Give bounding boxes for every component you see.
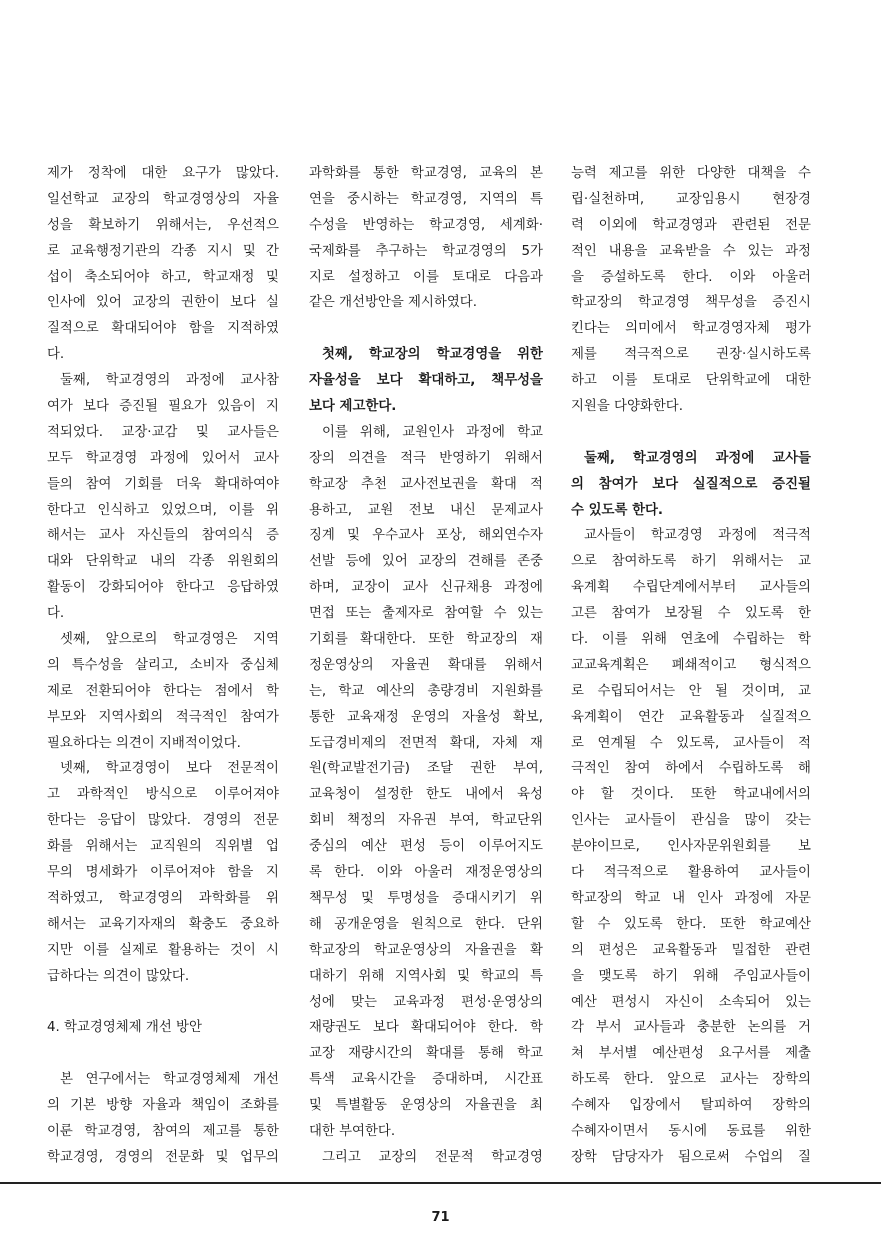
text-line: 통한 교육재정 운영의 자율성 확보, — [309, 709, 543, 725]
text-line: 각 부서 교사들과 충분한 논의를 거 — [571, 1020, 811, 1036]
text-line: 용하고, 교원 전보 내신 문제교사 — [309, 502, 543, 518]
text-line: 기회를 확대한다. 또한 학교장의 재 — [309, 632, 543, 648]
text-line: 교육청이 설정한 한도 내에서 육성 — [309, 787, 543, 803]
text-line: 교교육계획은 폐쇄적이고 형식적으 — [571, 657, 811, 673]
text-line: 자율성을 보다 확대하고, 책무성을 — [309, 373, 543, 389]
text-line: 야 할 것이다. 또한 학교내에서의 — [571, 787, 811, 803]
text-line: 로 교육행정기관의 각종 지시 및 간 — [47, 243, 279, 259]
text-line: 립·실천하며, 교장임용시 현장경 — [571, 191, 811, 207]
text-line: 장학 담당자가 됨으로써 수업의 질 — [571, 1149, 811, 1165]
text-line: 적인 내용을 교육받을 수 있는 과정 — [571, 243, 811, 259]
text-line: 력 이외에 학교경영과 관련된 전문 — [571, 217, 811, 233]
text-line: 을 맺도록 하기 위해 주임교사들이 — [571, 968, 811, 984]
text-line: 한다는 응답이 많았다. 경영의 전문 — [47, 813, 279, 829]
text-line: 하고 이를 토대로 단위학교에 대한 — [571, 373, 811, 389]
text-line: 면접 또는 출제자로 참여할 수 있는 — [309, 606, 543, 622]
text-line: 징계 및 우수교사 포상, 해외연수자 — [309, 528, 543, 544]
text-line: 첫째, 학교장의 학교경영을 위한 — [322, 347, 543, 363]
page-number: 71 — [431, 1210, 450, 1225]
text-line: 수혜자 입장에서 탈피하여 장학의 — [571, 1098, 811, 1114]
text-line: 필요하다는 의견이 지배적이었다. — [47, 735, 241, 751]
text-line: 수혜자이면서 동시에 동료를 위한 — [571, 1123, 811, 1139]
text-line: 국제화를 추구하는 학교경영의 5가 — [309, 243, 543, 259]
text-line: 책무성 및 투명성을 증대시키기 위 — [309, 890, 543, 906]
text-line: 의 참여가 보다 실질적으로 증진될 — [571, 476, 811, 492]
text-line: 들의 참여 기회를 더욱 확대하여야 — [47, 476, 279, 492]
text-line: 여가 보다 증진될 필요가 있음이 지 — [47, 399, 279, 415]
text-column-2 — [309, 161, 543, 1171]
text-line: 셋째, 앞으로의 학교경영은 지역 — [60, 632, 279, 648]
footer-rule — [0, 1182, 881, 1184]
text-line: 회비 책정의 자유권 부여, 학교단위 — [309, 813, 543, 829]
text-line: 다. 이를 위해 연초에 수립하는 학 — [571, 632, 811, 648]
text-line: 으로 참여하도록 하기 위해서는 교 — [571, 554, 811, 570]
text-line: 도급경비제의 전면적 확대, 자체 재 — [309, 735, 543, 751]
text-line: 할 수 있도록 한다. 또한 학교예산 — [571, 916, 811, 932]
text-line: 능력 제고를 위한 다양한 대책을 수 — [571, 166, 811, 181]
text-line: 재량권도 보다 확대되어야 한다. 학 — [309, 1020, 543, 1036]
text-line: 특색 교육시간을 증대하며, 시간표 — [309, 1072, 543, 1088]
text-line: 적하였고, 학교경영의 과학화를 위 — [47, 890, 279, 906]
text-line: 제가 정착에 대한 요구가 많았다. — [47, 166, 279, 181]
text-line: 정운영상의 자율권 확대를 위해서 — [309, 657, 543, 673]
text-line: 적되었다. 교장·교감 및 교사들은 — [47, 424, 279, 440]
text-line: 화를 위해서는 교직원의 직위별 업 — [47, 839, 279, 855]
text-line: 본 연구에서는 학교경영체제 개선 — [60, 1072, 279, 1088]
text-line: 하도록 한다. 앞으로 교사는 장학의 — [571, 1072, 811, 1088]
text-line: 학교장 추천 교사전보권을 확대 적 — [309, 476, 543, 492]
text-line: 교장 재량시간의 확대를 통해 학교 — [309, 1046, 543, 1062]
text-line: 보다 제고한다. — [309, 399, 397, 415]
text-line: 킨다는 의미에서 학교경영자체 평가 — [571, 321, 811, 337]
text-line: 활동이 강화되어야 한다고 응답하였 — [47, 580, 279, 596]
text-line: 연을 중시하는 학교경영, 지역의 특 — [309, 191, 543, 207]
text-line: 질적으로 확대되어야 함을 지적하였 — [47, 321, 279, 337]
text-line: 부모와 지역사회의 적극적인 참여가 — [47, 709, 279, 725]
text-line: 이룬 학교경영, 참여의 제고를 통한 — [47, 1123, 279, 1139]
text-line: 선발 등에 있어 교장의 견해를 존중 — [309, 554, 543, 570]
text-line: 원(학교발전기금) 조달 권한 부여, — [309, 761, 543, 777]
text-line: 하며, 교장이 교사 신규채용 과정에 — [309, 580, 543, 596]
text-line: 극적인 참여 하에서 수립하도록 해 — [571, 761, 811, 777]
blank-line — [309, 316, 543, 342]
text-line: 그리고 교장의 전문적 학교경영 — [322, 1149, 543, 1165]
text-line: 의 특수성을 살리고, 소비자 중심체 — [47, 657, 279, 673]
text-line: 분야이므로, 인사자문위원회를 보 — [571, 839, 811, 855]
text-line: 의 편성은 교육활동과 밀접한 관련 — [571, 942, 811, 958]
text-line: 학교장의 학교운영상의 자율권을 확 — [309, 942, 543, 958]
text-line: 수 있도록 한다. — [571, 502, 664, 518]
text-line: 성에 맞는 교육과정 편성·운영상의 — [309, 994, 543, 1010]
text-line: 둘째, 학교경영의 과정에 교사들 — [584, 450, 811, 466]
text-line: 일선학교 교장의 학교경영상의 자율 — [47, 191, 279, 207]
text-line: 다. — [47, 606, 65, 622]
blank-line — [47, 1041, 279, 1067]
text-line: 해 공개운영을 원칙으로 한다. 단위 — [309, 916, 543, 932]
text-line: 록 한다. 이와 아울러 재정운영상의 — [309, 865, 543, 881]
text-line: 및 특별활동 운영상의 자율권을 최 — [309, 1098, 543, 1114]
text-line: 해서는 교사 자신들의 참여의식 증 — [47, 528, 279, 544]
text-line: 제를 적극적으로 권장·실시하도록 — [571, 347, 811, 363]
text-line: 인사는 교사들이 관심을 많이 갖는 — [571, 813, 811, 829]
text-column-3 — [571, 161, 811, 1171]
text-line: 로 연계될 수 있도록, 교사들이 적 — [571, 735, 811, 751]
text-line: 다 적극적으로 활용하여 교사들이 — [571, 865, 811, 881]
text-line: 학교경영, 경영의 전문화 및 업무의 — [47, 1149, 279, 1165]
text-line: 과학화를 통한 학교경영, 교육의 본 — [309, 166, 543, 181]
text-line: 학교장의 학교경영 책무성을 증진시 — [571, 295, 811, 311]
text-line: 제로 전환되어야 한다는 점에서 학 — [47, 683, 279, 699]
text-line: 넷째, 학교경영이 보다 전문적이 — [60, 761, 279, 777]
text-line: 한다고 인식하고 있었으며, 이를 위 — [47, 502, 279, 518]
text-line: 지원을 다양화한다. — [571, 399, 683, 415]
text-line: 섭이 축소되어야 하고, 학교재정 및 — [47, 269, 279, 285]
text-line: 육계획이 연간 교육활동과 실질적으 — [571, 709, 811, 725]
text-line: 대한 부여한다. — [309, 1123, 396, 1139]
text-line: 예산 편성시 자신이 소속되어 있는 — [571, 994, 811, 1010]
text-line: 장의 의견을 적극 반영하기 위해서 — [309, 450, 543, 466]
text-line: 중심의 예산 편성 등이 이루어지도 — [309, 839, 543, 855]
text-line: 둘째, 학교경영의 과정에 교사참 — [60, 373, 279, 389]
text-line: 고른 참여가 보장될 수 있도록 한 — [571, 606, 811, 622]
blank-line — [571, 420, 811, 446]
text-line: 의 기본 방향 자율과 책임이 조화를 — [47, 1098, 279, 1114]
text-line: 을 증설하도록 한다. 이와 아울러 — [571, 269, 811, 285]
text-line: 대하기 위해 지역사회 및 학교의 특 — [309, 968, 543, 984]
text-line: 육계획 수립단계에서부터 교사들의 — [571, 580, 811, 596]
text-line: 지만 이를 실제로 활용하는 것이 시 — [47, 942, 279, 958]
text-line: 지로 설정하고 이를 토대로 다음과 — [309, 269, 543, 285]
text-line: 고 과학적인 방식으로 이루어져야 — [47, 787, 279, 803]
text-line: 해서는 교육기자재의 확충도 중요하 — [47, 916, 279, 932]
blank-line — [47, 990, 279, 1016]
text-line: 같은 개선방안을 제시하였다. — [309, 295, 477, 311]
text-line: 성을 확보하기 위해서는, 우선적으 — [47, 217, 279, 233]
text-line: 로 수립되어서는 안 될 것이며, 교 — [571, 683, 811, 699]
text-column-1 — [47, 161, 279, 1171]
text-line: 쳐 부서별 예산편성 요구서를 제출 — [571, 1046, 811, 1062]
text-line: 는, 학교 예산의 총량경비 지원화를 — [309, 683, 543, 699]
text-line: 이를 위해, 교원인사 과정에 학교 — [322, 424, 543, 440]
text-line: 다. — [47, 347, 65, 363]
text-line: 수성을 반영하는 학교경영, 세계화· — [309, 217, 543, 233]
text-line: 대와 단위학교 내의 각종 위원회의 — [47, 554, 279, 570]
text-line: 인사에 있어 교장의 권한이 보다 실 — [47, 295, 279, 311]
text-line: 무의 명세화가 이루어져야 함을 지 — [47, 865, 279, 881]
text-line: 급하다는 의견이 많았다. — [47, 968, 190, 984]
text-line: 모두 학교경영 과정에 있어서 교사 — [47, 450, 279, 466]
text-line: 교사들이 학교경영 과정에 적극적 — [584, 528, 811, 544]
text-line: 4. 학교경영체제 개선 방안 — [47, 1020, 202, 1036]
text-line: 학교장의 학교 내 인사 과정에 자문 — [571, 890, 811, 906]
